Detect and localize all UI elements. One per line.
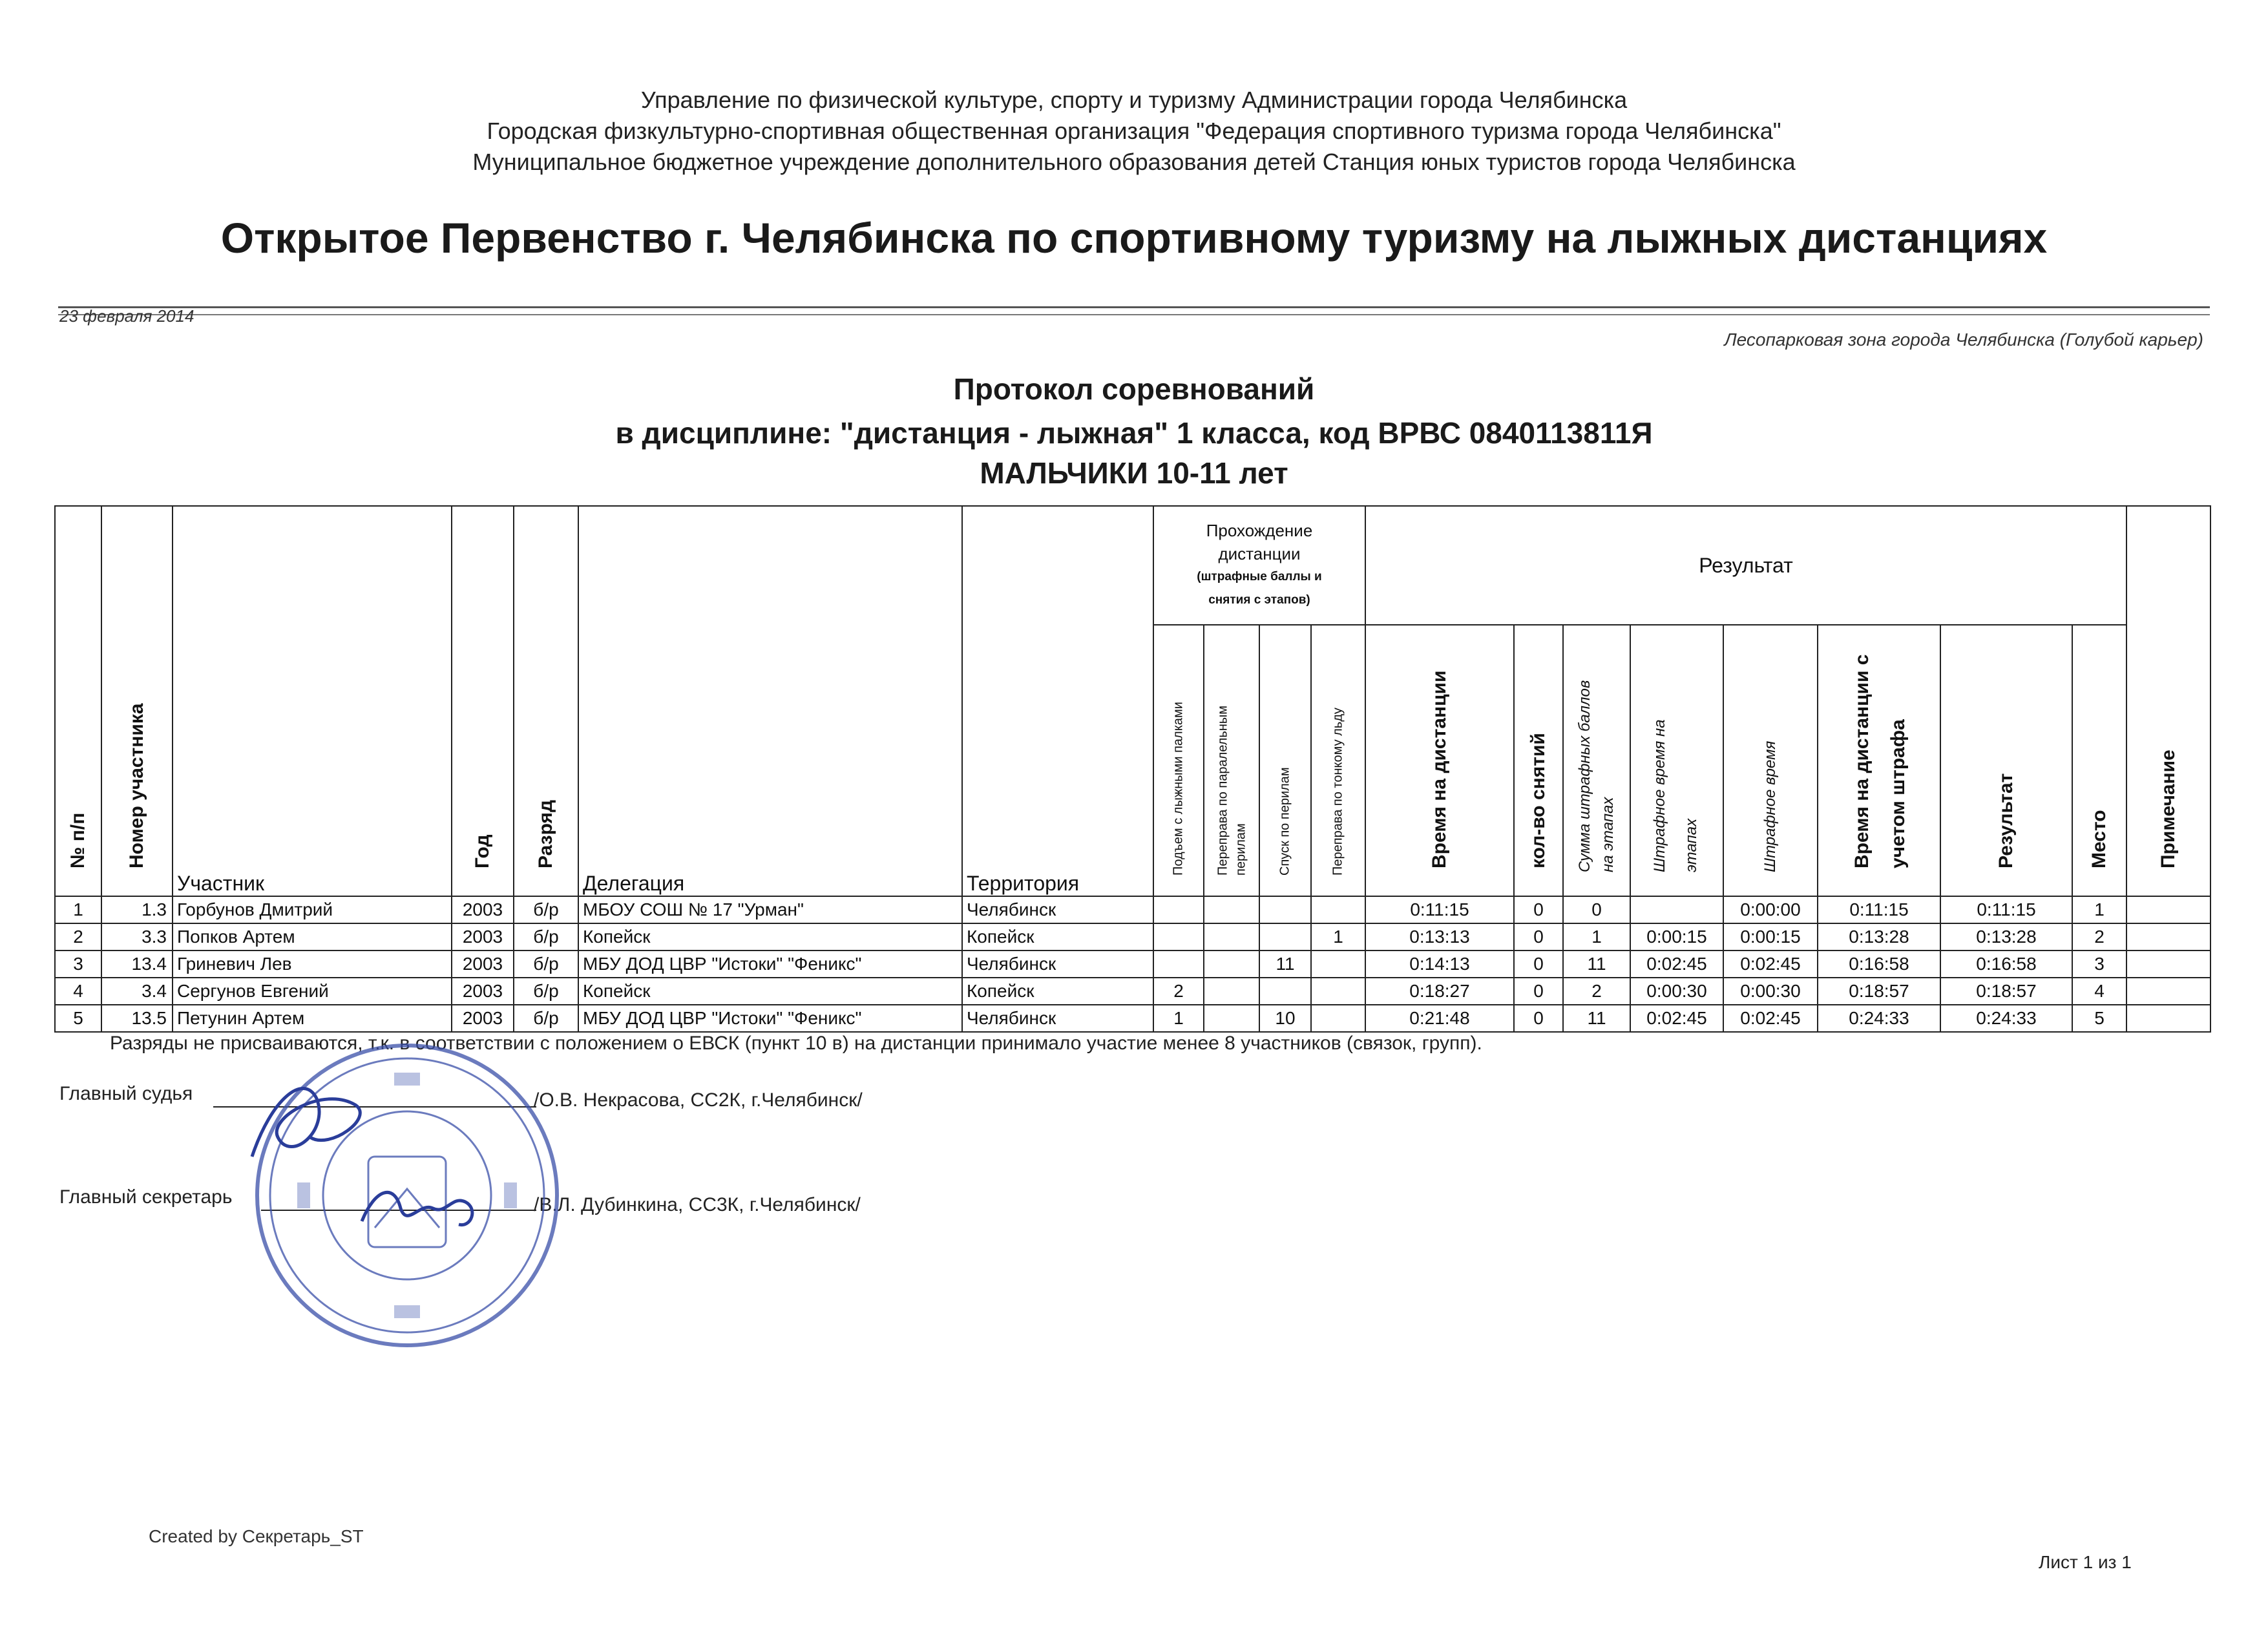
event-date: 23 февраля 2014 <box>59 306 194 326</box>
cell-time-with-penalty: 0:11:15 <box>1818 896 1940 923</box>
cell-penalty-time-stages: 0:02:45 <box>1630 1005 1723 1032</box>
cell-time: 0:18:27 <box>1365 978 1514 1005</box>
cell-stage2 <box>1204 951 1259 978</box>
cell-stage2 <box>1204 896 1259 923</box>
cell-removals: 0 <box>1514 978 1563 1005</box>
org-line-3: Муниципальное бюджетное учреждение дополнительного образования детей Станция юных туристов города Челябинска <box>472 149 1796 175</box>
cell-territory: Челябинск <box>962 1005 1153 1032</box>
cell-rank: б/р <box>514 978 578 1005</box>
col-territory-header: Территория <box>962 506 1153 896</box>
cell-penalty-time-stages: 0:02:45 <box>1630 951 1723 978</box>
cell-stage4 <box>1311 978 1365 1005</box>
col-penalty-time-header: Штрафное время <box>1723 625 1818 896</box>
col-penalty-time-stages-header: Штрафное время на этапах <box>1630 625 1723 896</box>
protocol-discipline: в дисциплине: "дистанция - лыжная" 1 класса, код ВРВС 0840113811Я <box>615 416 1653 450</box>
cell-stage1 <box>1153 951 1204 978</box>
cell-removals: 0 <box>1514 951 1563 978</box>
col-note-header: Примечание <box>2126 506 2210 896</box>
cell-delegation: МБУ ДОД ЦВР "Истоки" "Феникс" <box>578 1005 962 1032</box>
cell-stage4: 1 <box>1311 923 1365 951</box>
org-line-1: Управление по физической культуре, спорту и туризму Администрации города Челябинска <box>640 87 1628 113</box>
cell-bib: 13.4 <box>101 951 173 978</box>
cell-stage1 <box>1153 923 1204 951</box>
col-delegation-header: Делегация <box>578 506 962 896</box>
footnote: Разряды не присваиваются, т.к. в соответствии с положением о ЕВСК (пункт 10 в) на дистанции принимало участие менее 8 участников (связок, групп). <box>110 1033 1482 1054</box>
cell-penalty-time: 0:00:15 <box>1723 923 1818 951</box>
cell-note <box>2126 923 2210 951</box>
event-title: Открытое Первенство г. Челябинска по спортивному туризму на лыжных дистанциях <box>220 214 2048 262</box>
cell-stage1 <box>1153 896 1204 923</box>
col-year-header: Год <box>452 506 514 896</box>
header-rule-bottom <box>58 314 2210 315</box>
results-table <box>54 505 2211 1033</box>
judge-name: /О.В. Некрасова, СС2К, г.Челябинск/ <box>534 1089 863 1111</box>
cell-note <box>2126 951 2210 978</box>
cell-participant: Гриневич Лев <box>173 951 452 978</box>
col-removals-header: кол-во снятий <box>1514 625 1563 896</box>
col-participant-header: Участник <box>173 506 452 896</box>
cell-note <box>2126 978 2210 1005</box>
event-location: Лесопарковая зона города Челябинска (Голубой карьер) <box>1724 330 2203 350</box>
col-time-with-penalty-header: Время на дистанции с учетом штрафа <box>1818 625 1940 896</box>
table-row <box>55 951 2210 978</box>
secretary-label: Главный секретарь <box>59 1186 233 1208</box>
cell-participant: Горбунов Дмитрий <box>173 896 452 923</box>
cell-stage2 <box>1204 1005 1259 1032</box>
cell-penalty-time: 0:00:00 <box>1723 896 1818 923</box>
cell-territory: Челябинск <box>962 896 1153 923</box>
cell-stage2 <box>1204 923 1259 951</box>
passage-group-header: Прохождение дистанции (штрафные баллы и снятия с этапов) <box>1153 506 1365 625</box>
cell-delegation: Копейск <box>578 978 962 1005</box>
cell-stage1: 2 <box>1153 978 1204 1005</box>
cell-result: 0:18:57 <box>1940 978 2072 1005</box>
cell-stage3: 10 <box>1259 1005 1311 1032</box>
cell-time: 0:13:13 <box>1365 923 1514 951</box>
cell-territory: Челябинск <box>962 951 1153 978</box>
cell-stage4 <box>1311 896 1365 923</box>
cell-result: 0:11:15 <box>1940 896 2072 923</box>
col-time-header: Время на дистанции <box>1365 625 1514 896</box>
cell-penalty-sum: 0 <box>1563 896 1630 923</box>
cell-num: 4 <box>55 978 101 1005</box>
judge-label: Главный судья <box>59 1083 193 1104</box>
cell-penalty-time-stages: 0:00:15 <box>1630 923 1723 951</box>
cell-note <box>2126 896 2210 923</box>
protocol-group: МАЛЬЧИКИ 10-11 лет <box>980 456 1288 490</box>
cell-year: 2003 <box>452 951 514 978</box>
cell-place: 1 <box>2072 896 2126 923</box>
col-result-header: Результат <box>1940 625 2072 896</box>
cell-participant: Сергунов Евгений <box>173 978 452 1005</box>
cell-removals: 0 <box>1514 1005 1563 1032</box>
cell-stage4 <box>1311 951 1365 978</box>
cell-stage2 <box>1204 978 1259 1005</box>
col-place-header: Место <box>2072 625 2126 896</box>
cell-territory: Копейск <box>962 978 1153 1005</box>
cell-num: 1 <box>55 896 101 923</box>
cell-time-with-penalty: 0:16:58 <box>1818 951 1940 978</box>
cell-year: 2003 <box>452 923 514 951</box>
cell-year: 2003 <box>452 1005 514 1032</box>
cell-penalty-sum: 11 <box>1563 1005 1630 1032</box>
cell-stage4 <box>1311 1005 1365 1032</box>
cell-note <box>2126 1005 2210 1032</box>
cell-time: 0:11:15 <box>1365 896 1514 923</box>
cell-penalty-sum: 11 <box>1563 951 1630 978</box>
col-bib-header: Номер участника <box>101 506 173 896</box>
table-row <box>55 978 2210 1005</box>
cell-bib: 3.3 <box>101 923 173 951</box>
col-penalty-sum-header: Сумма штрафных баллов на этапах <box>1563 625 1630 896</box>
cell-stage1: 1 <box>1153 1005 1204 1032</box>
cell-bib: 3.4 <box>101 978 173 1005</box>
cell-rank: б/р <box>514 951 578 978</box>
cell-stage3 <box>1259 978 1311 1005</box>
header-rule-top <box>58 306 2210 308</box>
cell-penalty-time-stages: 0:00:30 <box>1630 978 1723 1005</box>
cell-time-with-penalty: 0:24:33 <box>1818 1005 1940 1032</box>
cell-stage3 <box>1259 896 1311 923</box>
cell-penalty-time: 0:00:30 <box>1723 978 1818 1005</box>
cell-penalty-time-stages <box>1630 896 1723 923</box>
cell-result: 0:24:33 <box>1940 1005 2072 1032</box>
cell-time-with-penalty: 0:18:57 <box>1818 978 1940 1005</box>
cell-penalty-time: 0:02:45 <box>1723 951 1818 978</box>
table-row <box>55 1005 2210 1032</box>
page-number: Лист 1 из 1 <box>2039 1552 2132 1572</box>
secretary-signature <box>349 1163 491 1254</box>
col-stage4-header: Переправа по тонкому льду <box>1311 625 1365 896</box>
cell-participant: Попков Артем <box>173 923 452 951</box>
cell-participant: Петунин Артем <box>173 1005 452 1032</box>
cell-rank: б/р <box>514 1005 578 1032</box>
cell-territory: Копейск <box>962 923 1153 951</box>
cell-removals: 0 <box>1514 896 1563 923</box>
secretary-name: /В.Л. Дубинкина, СС3К, г.Челябинск/ <box>534 1194 861 1215</box>
col-rank-header: Разряд <box>514 506 578 896</box>
table-row <box>55 923 2210 951</box>
protocol-title: Протокол соревнований <box>953 372 1315 406</box>
cell-num: 3 <box>55 951 101 978</box>
col-stage2-header: Переправа по паралельным перилам <box>1204 625 1259 896</box>
created-by: Created by Секретарь_ST <box>149 1526 364 1546</box>
table-row <box>55 896 2210 923</box>
cell-place: 4 <box>2072 978 2126 1005</box>
cell-place: 3 <box>2072 951 2126 978</box>
cell-time: 0:14:13 <box>1365 951 1514 978</box>
cell-penalty-sum: 1 <box>1563 923 1630 951</box>
org-line-2: Городская физкультурно-спортивная общественная организация "Федерация спортивного туризма города Челябинска" <box>487 118 1781 144</box>
cell-rank: б/р <box>514 896 578 923</box>
cell-delegation: Копейск <box>578 923 962 951</box>
cell-place: 2 <box>2072 923 2126 951</box>
col-num-header: № п/п <box>55 506 101 896</box>
cell-stage3 <box>1259 923 1311 951</box>
cell-delegation: МБУ ДОД ЦВР "Истоки" "Феникс" <box>578 951 962 978</box>
result-group-header: Результат <box>1365 506 2126 625</box>
cell-year: 2003 <box>452 896 514 923</box>
cell-removals: 0 <box>1514 923 1563 951</box>
cell-penalty-sum: 2 <box>1563 978 1630 1005</box>
cell-time: 0:21:48 <box>1365 1005 1514 1032</box>
cell-bib: 13.5 <box>101 1005 173 1032</box>
cell-num: 5 <box>55 1005 101 1032</box>
cell-rank: б/р <box>514 923 578 951</box>
col-stage1-header: Подъем с лыжными палками <box>1153 625 1204 896</box>
cell-result: 0:16:58 <box>1940 951 2072 978</box>
cell-result: 0:13:28 <box>1940 923 2072 951</box>
cell-time-with-penalty: 0:13:28 <box>1818 923 1940 951</box>
cell-delegation: МБОУ СОШ № 17 "Урман" <box>578 896 962 923</box>
cell-bib: 1.3 <box>101 896 173 923</box>
cell-penalty-time: 0:02:45 <box>1723 1005 1818 1032</box>
cell-stage3: 11 <box>1259 951 1311 978</box>
cell-place: 5 <box>2072 1005 2126 1032</box>
cell-year: 2003 <box>452 978 514 1005</box>
col-stage3-header: Спуск по перилам <box>1259 625 1311 896</box>
cell-num: 2 <box>55 923 101 951</box>
